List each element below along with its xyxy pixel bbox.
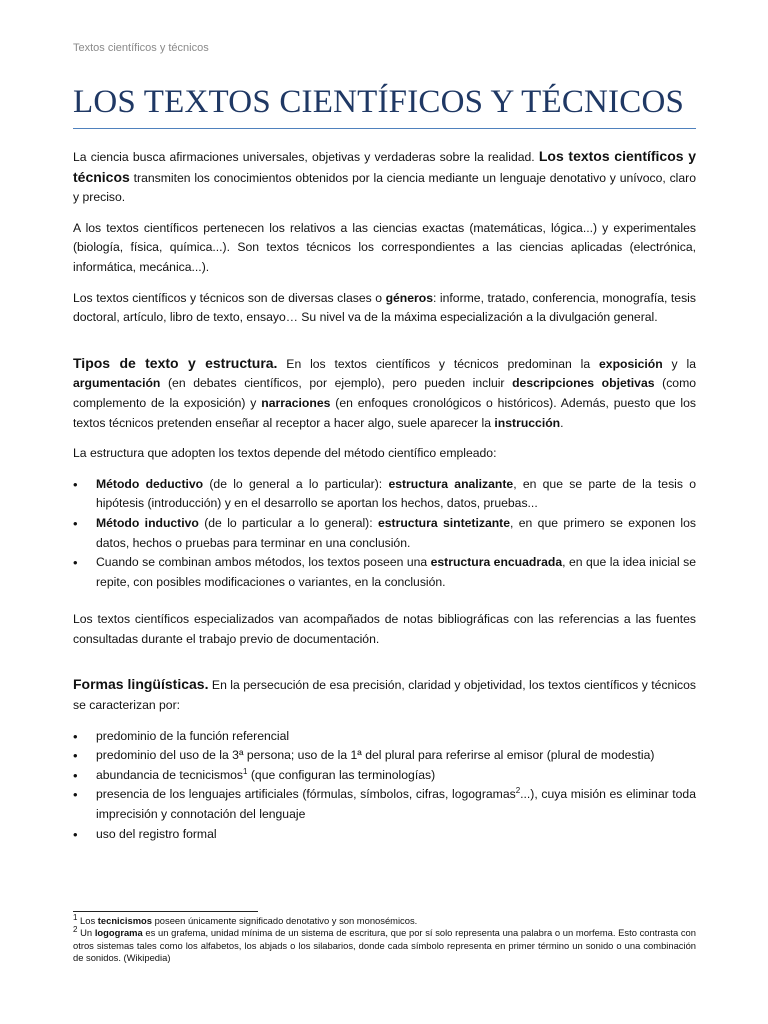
text-run: , en que primero se exponen los datos, hechos o pruebas para terminar en una conclusión. bbox=[96, 515, 696, 550]
tipos-paragraph-3: Los textos científicos especializados van acompañados de notas bibliográficas con las referencias a las fuentes consultadas durante el trabajo previo de documentación. bbox=[73, 612, 696, 646]
running-header: Textos científicos y técnicos bbox=[73, 42, 209, 54]
bold-term: narraciones bbox=[261, 395, 331, 410]
page-title: LOS TEXTOS CIENTÍFICOS Y TÉCNICOS bbox=[73, 84, 685, 120]
section-heading-tipos: Tipos de texto y estructura. bbox=[73, 354, 278, 371]
title-underline bbox=[73, 128, 696, 129]
text-run: (en enfoques cronológicos o históricos). Además, puesto que los textos técnicos pretenden enseñar al receptor a hacer algo, suele aparecer la bbox=[73, 395, 696, 430]
list-item bbox=[73, 727, 696, 747]
text-run: (que configuran las terminologías) bbox=[247, 767, 436, 782]
section-heading-formas: Formas lingüísticas. bbox=[73, 676, 209, 693]
list-item bbox=[73, 766, 696, 786]
bold-term: argumentación bbox=[73, 376, 161, 391]
footnote-2 bbox=[73, 927, 696, 964]
text-run: transmiten los conocimientos obtenidos por la ciencia mediante un lenguaje denotativo y unívoco, claro y preciso. bbox=[73, 170, 696, 205]
text-run: En los textos científicos y técnicos predominan la bbox=[277, 356, 600, 371]
text-run: es un grafema, unidad mínima de un sistema de escritura, que por sí solo representa una palabra o un morfema. Esto contrasta con otros sistemas tales como los alfabetos, los abjads o los silabarios, donde cada símbolo representa en primer término un sonido o una combinación de sonidos. (Wikipedia) bbox=[73, 927, 696, 963]
text-run: (de lo particular a lo general): bbox=[198, 515, 378, 530]
text-run: abundancia de tecnicismos bbox=[96, 767, 244, 782]
text-run: : informe, tratado, conferencia, monografía, tesis doctoral, artículo, libro de texto, ensayo… Su nivel va de la máxima especialización a la divulgación general. bbox=[73, 290, 696, 325]
text-run: Los bbox=[77, 915, 98, 926]
bold-term: descripciones objetivas bbox=[512, 376, 655, 391]
text-run: y la bbox=[662, 356, 696, 371]
footnote-ref[interactable]: 1 bbox=[243, 766, 248, 776]
intro-paragraph-1 bbox=[73, 147, 696, 208]
footnote-ref[interactable]: 2 bbox=[515, 786, 521, 796]
tipos-paragraph-2: La estructura que adopten los textos depende del método científico empleado: bbox=[73, 446, 497, 461]
bold-term: Método inductivo bbox=[96, 515, 199, 530]
document-body bbox=[73, 147, 696, 855]
method-list bbox=[73, 475, 696, 593]
list-item bbox=[73, 825, 696, 845]
list-item bbox=[73, 746, 696, 766]
bold-term: estructura encuadrada bbox=[430, 555, 563, 570]
features-list bbox=[73, 727, 696, 845]
text-run: Un bbox=[77, 927, 95, 939]
footnote-1 bbox=[73, 912, 696, 927]
intro-paragraph-2: A los textos científicos pertenecen los relativos a las ciencias exactas (matemáticas, lógica...) y experimentales (biología, física, química...). Son textos técnicos los correspondientes a las ciencias aplicadas (electrónica, informática, mecánica...). bbox=[73, 220, 696, 274]
bold-term: instrucción bbox=[494, 415, 561, 430]
formas-paragraph-1 bbox=[73, 675, 696, 715]
text-run: , en que se parte de la tesis o hipótesis (introducción) y en el desarrollo se aportan los hechos, datos, pruebas... bbox=[96, 476, 696, 511]
tipos-paragraph-1 bbox=[73, 354, 696, 433]
intro-paragraph-3 bbox=[73, 289, 696, 328]
footnote-separator bbox=[73, 911, 258, 912]
footnote-number: 1 bbox=[73, 912, 78, 922]
bold-term: tecnicismos bbox=[97, 915, 152, 926]
list-item bbox=[73, 553, 696, 592]
text-run: ...), cuya misión es eliminar toda imprecisión y connotación del lenguaje bbox=[96, 787, 696, 822]
footnote-number: 2 bbox=[73, 925, 78, 935]
text-run: La ciencia busca afirmaciones universales, objetivas y verdaderas sobre la realidad. bbox=[73, 150, 539, 164]
bold-term: Los textos científicos y técnicos bbox=[73, 148, 696, 185]
text-run: Cuando se combinan ambos métodos, los textos poseen una bbox=[96, 555, 431, 570]
bold-term: géneros bbox=[385, 290, 433, 305]
text-run: uso del registro formal bbox=[96, 826, 217, 841]
bold-term: exposición bbox=[599, 356, 663, 371]
bold-term: estructura sintetizante bbox=[378, 515, 511, 530]
bold-term: estructura analizante bbox=[388, 476, 514, 491]
footnotes bbox=[73, 912, 696, 964]
text-run: predominio del uso de la 3ª persona; uso de la 1ª del plural para referirse al emisor (plural de modestia) bbox=[96, 748, 655, 763]
list-item bbox=[73, 785, 696, 824]
text-run: poseen únicamente significado denotativo y son monosémicos. bbox=[151, 915, 418, 926]
bold-term: logograma bbox=[94, 927, 143, 939]
text-run: presencia de los lenguajes artificiales (fórmulas, símbolos, cifras, logogramas bbox=[96, 787, 516, 802]
text-run: En la persecución de esa precisión, claridad y objetividad, los textos científicos y técnicos se caracterizan por: bbox=[73, 678, 697, 713]
text-run: , en que la idea inicial se repite, con posibles modificaciones o variantes, en la conclusión. bbox=[96, 555, 696, 589]
list-item bbox=[73, 475, 696, 514]
text-run: . bbox=[560, 415, 564, 430]
text-run: (en debates científicos, por ejemplo), pero pueden incluir bbox=[160, 376, 513, 391]
bold-term: Método deductivo bbox=[96, 476, 204, 491]
text-run: Los textos científicos y técnicos son de diversas clases o bbox=[73, 290, 386, 305]
text-run: predominio de la función referencial bbox=[96, 728, 290, 743]
text-run: (como complemento de la exposición) y bbox=[73, 376, 697, 410]
text-run: (de lo general a lo particular): bbox=[203, 476, 389, 491]
list-item bbox=[73, 514, 696, 553]
